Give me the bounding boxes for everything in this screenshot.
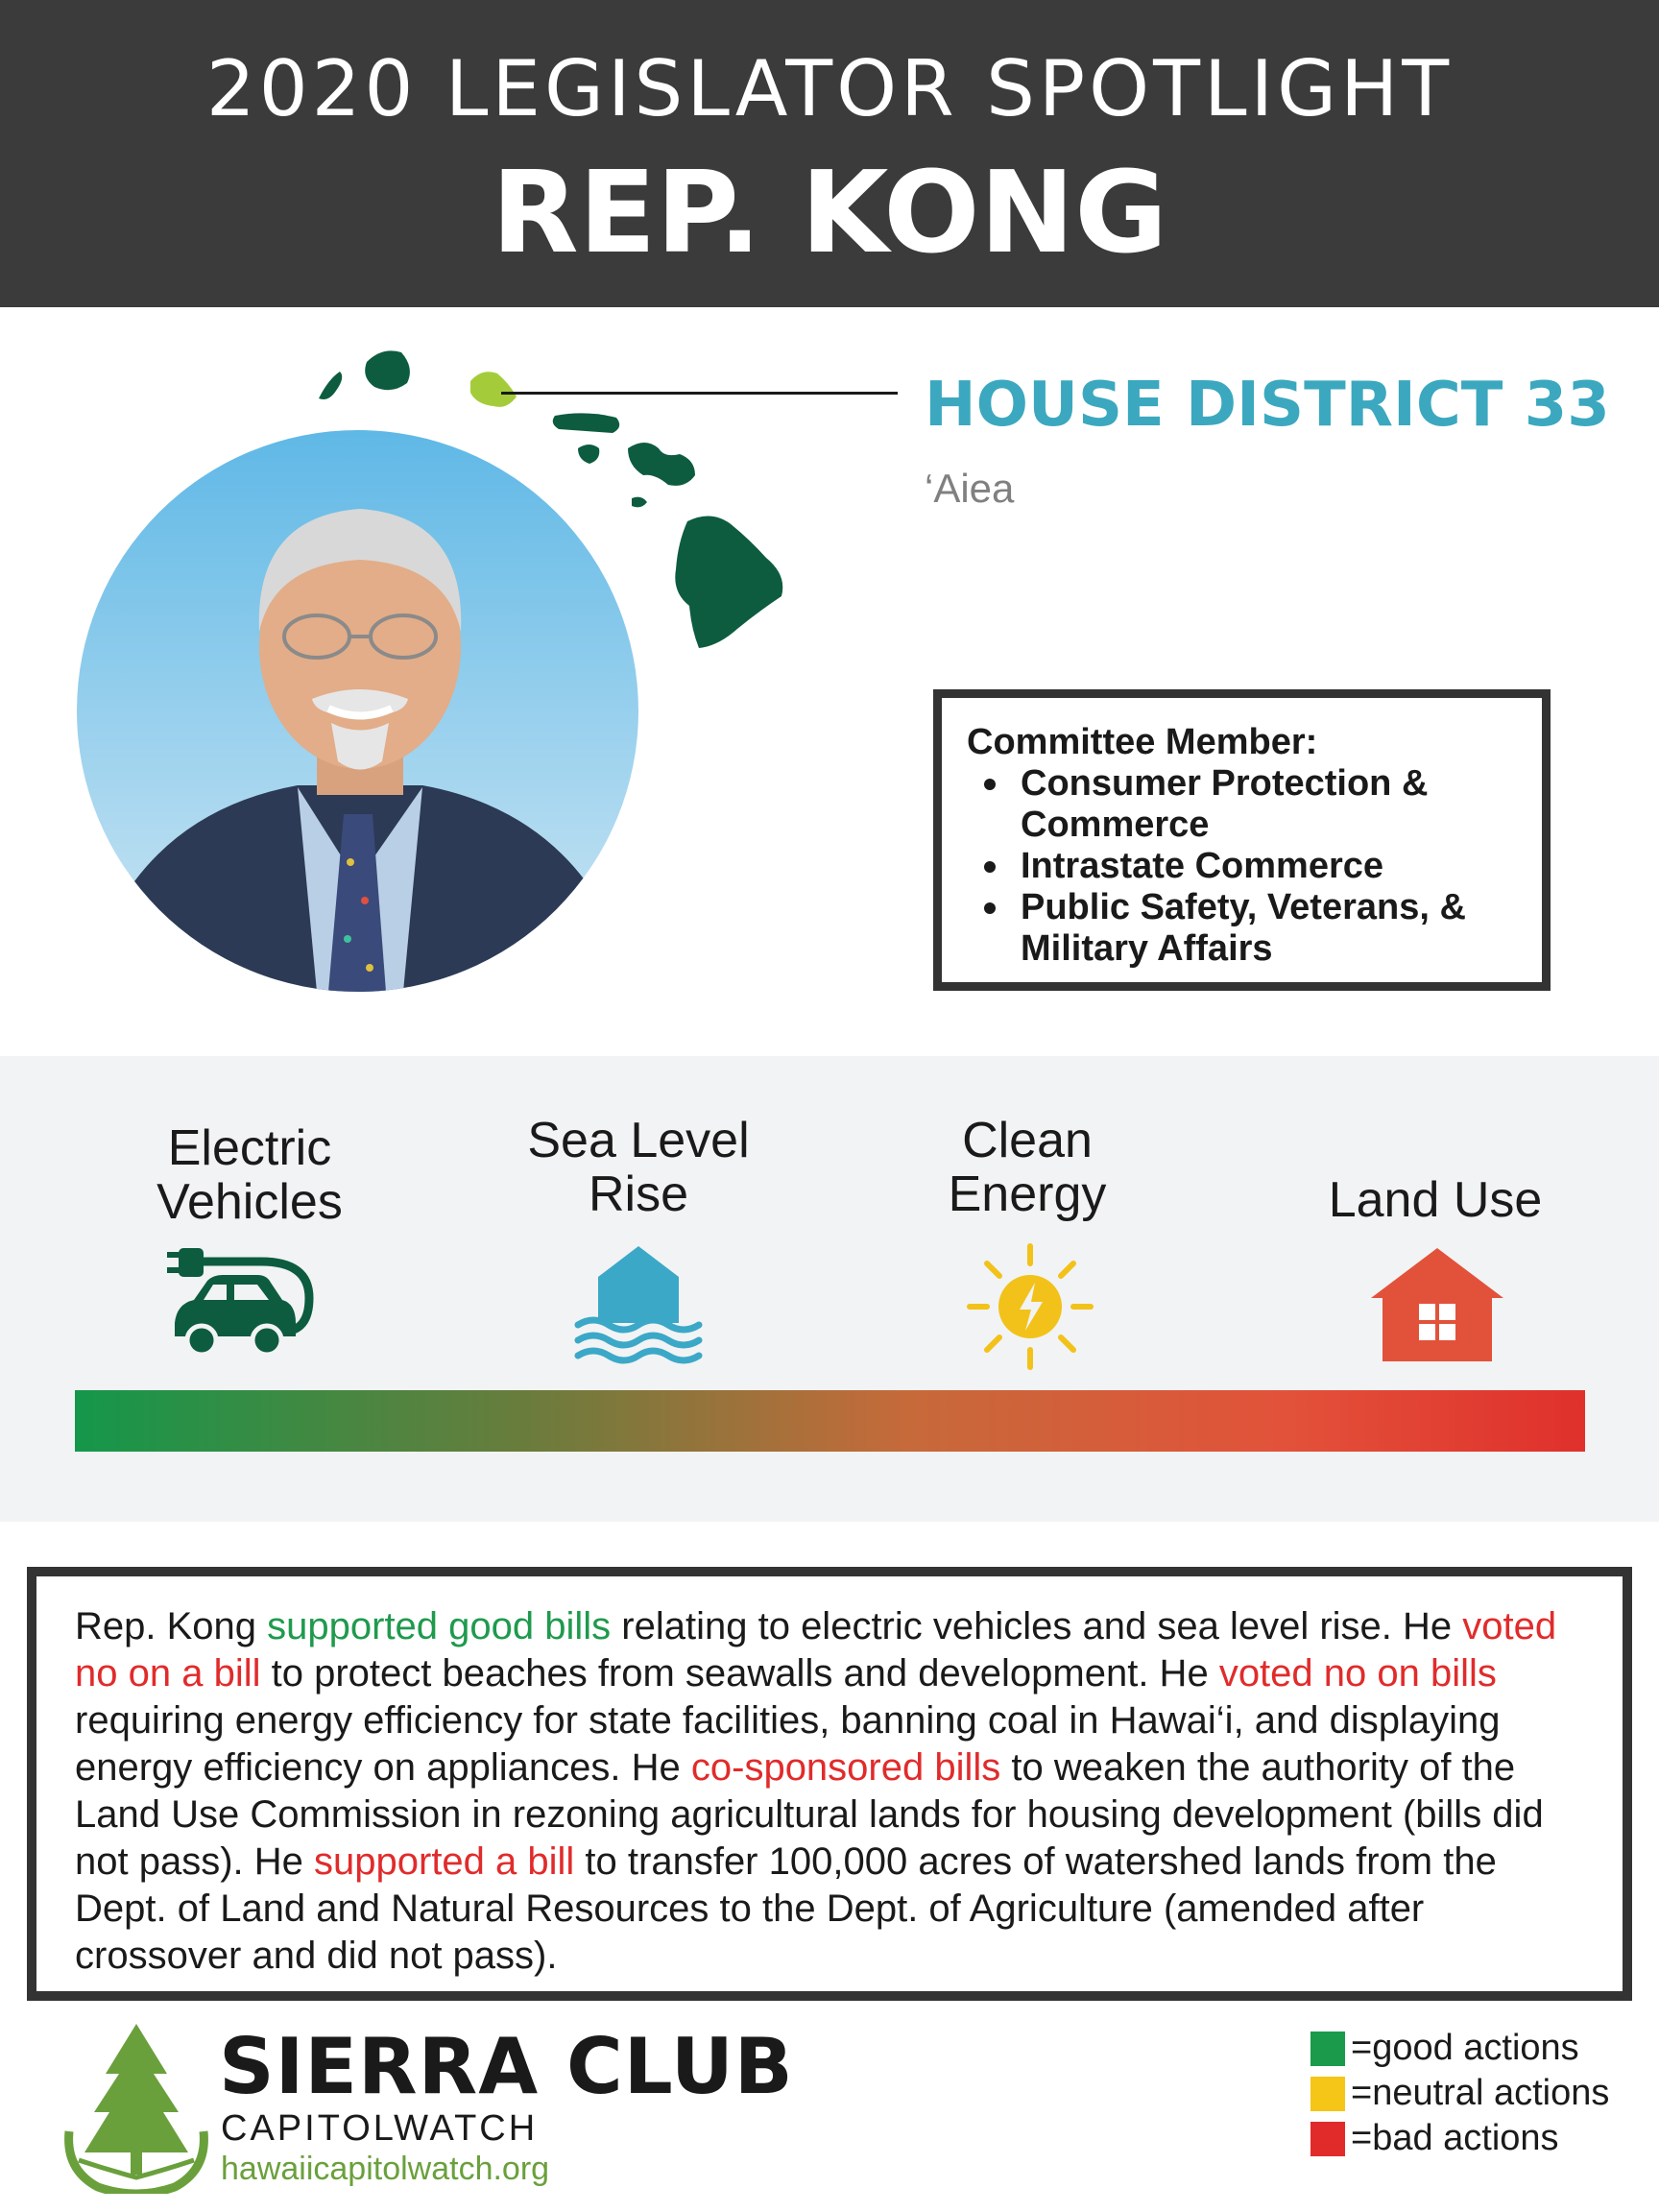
legend-item xyxy=(1310,2071,1609,2116)
legend xyxy=(1310,2026,1609,2161)
hawaii-islands-map xyxy=(307,341,806,658)
header-kicker: 2020 LEGISLATOR SPOTLIGHT xyxy=(205,44,1454,133)
sierra-club-logo-icon xyxy=(60,2016,213,2194)
rating-gradient-bar xyxy=(75,1390,1585,1452)
legend-item xyxy=(1310,2026,1609,2071)
issue-label: Rise xyxy=(588,1166,689,1222)
voting-summary-box xyxy=(27,1567,1632,2001)
issue-label: Vehicles xyxy=(156,1174,343,1230)
legend-swatch-bad xyxy=(1310,2122,1345,2156)
sea-level-house-icon xyxy=(574,1240,703,1365)
summary-bad-action: co-sponsored bills xyxy=(690,1746,1001,1789)
legend-swatch-good xyxy=(1310,2032,1345,2066)
summary-text: relating to electric vehicles and sea level rise. He xyxy=(611,1605,1463,1647)
summary-bad-action: supported a bill xyxy=(314,1840,575,1883)
legislator-name: REP. KONG xyxy=(491,146,1168,278)
committee-list xyxy=(967,763,1517,970)
committee-item: Public Safety, Veterans, & Military Affairs xyxy=(967,887,1517,970)
issue-electric-vehicles xyxy=(106,1121,394,1229)
summary-text: requiring energy efficiency for state facilities, banning coal in Hawai‘i, and displaying energy efficiency on appliances. He xyxy=(75,1699,1501,1789)
issue-label: Energy xyxy=(948,1166,1107,1222)
district-area: ‘Aiea xyxy=(925,466,1015,511)
org-url-link[interactable]: hawaiicapitolwatch.org xyxy=(221,2151,550,2187)
committee-title: Committee Member: xyxy=(967,722,1318,762)
summary-bad-action: voted no on a bill xyxy=(75,1605,1557,1695)
issue-label: Clean xyxy=(962,1113,1093,1168)
summary-bad-action: voted no on bills xyxy=(1218,1652,1497,1695)
legend-item xyxy=(1310,2116,1609,2161)
legend-label: =good actions xyxy=(1351,2028,1579,2068)
district-title: HOUSE DISTRICT 33 xyxy=(925,370,1610,441)
legend-label: =neutral actions xyxy=(1351,2073,1610,2113)
issue-land-use xyxy=(1291,1173,1579,1227)
electric-car-icon xyxy=(165,1240,328,1365)
sun-bolt-icon xyxy=(966,1242,1094,1371)
legend-label: =bad actions xyxy=(1351,2118,1559,2158)
issue-label: Sea Level xyxy=(527,1113,750,1168)
issue-sea-level-rise xyxy=(494,1114,782,1221)
voting-summary-text xyxy=(75,1603,1584,1980)
org-subtitle: CAPITOLWATCH xyxy=(221,2108,539,2149)
committee-item: Consumer Protection & Commerce xyxy=(967,763,1517,846)
summary-text: to protect beaches from seawalls and development. He xyxy=(260,1652,1219,1695)
committee-box xyxy=(933,689,1551,991)
summary-text: Rep. Kong xyxy=(75,1605,268,1647)
summary-text: to weaken the authority of the Land Use Commission in rezoning agricultural lands for housing development (bills did not pass). He xyxy=(75,1746,1544,1883)
district-leader-line xyxy=(501,392,898,395)
legend-swatch-neutral xyxy=(1310,2077,1345,2111)
header xyxy=(0,0,1659,307)
summary-text: to transfer 100,000 acres of watershed lands from the Dept. of Land and Natural Resources to the Dept. of Agriculture (amended after crossover and did not pass). xyxy=(75,1840,1497,1977)
committee-item: Intrastate Commerce xyxy=(967,846,1517,887)
issue-clean-energy xyxy=(883,1114,1171,1221)
org-name: SIERRA CLUB xyxy=(219,2022,794,2111)
issue-label: Electric xyxy=(167,1120,332,1176)
summary-good-action: supported good bills xyxy=(267,1605,612,1647)
issue-label: Land Use xyxy=(1328,1172,1543,1228)
house-icon xyxy=(1367,1244,1507,1365)
